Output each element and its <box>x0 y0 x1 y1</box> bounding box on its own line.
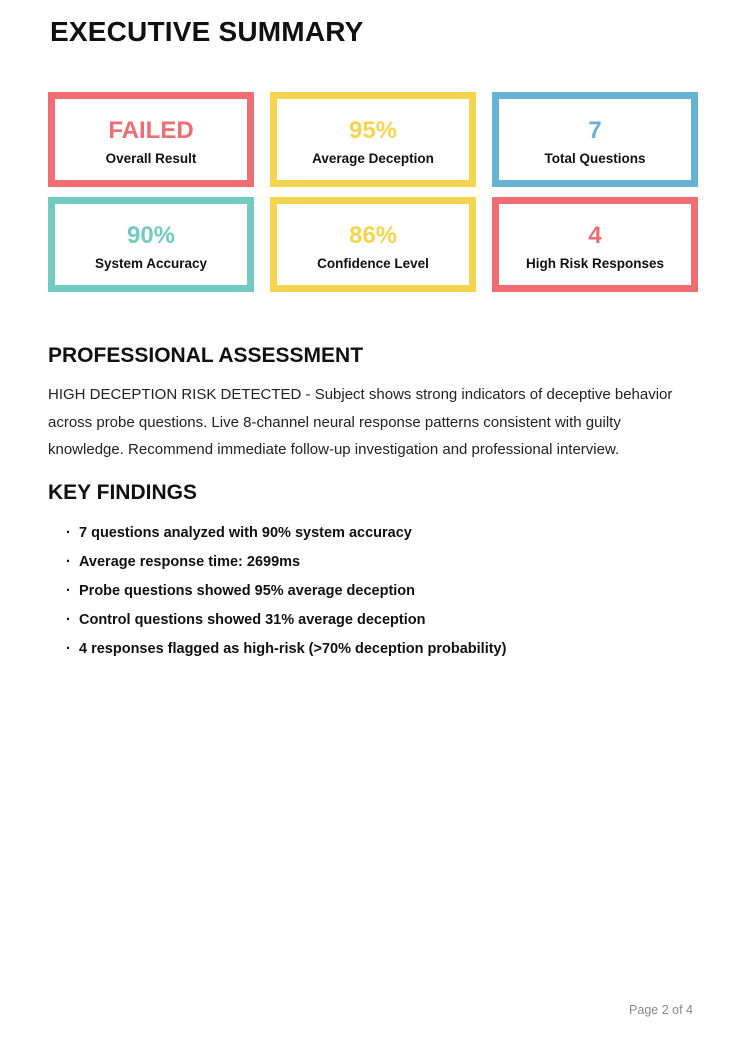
stat-card-system-accuracy <box>48 197 254 292</box>
findings-heading: KEY FINDINGS <box>48 480 197 504</box>
finding-item: · 7 questions analyzed with 90% system accuracy <box>66 524 698 543</box>
stat-label: System Accuracy <box>94 255 208 271</box>
summary-cards-grid <box>48 92 698 292</box>
stat-card-average-deception <box>270 92 476 187</box>
stat-card-overall-result <box>48 92 254 187</box>
page-number: Page 2 of 4 <box>629 1003 693 1017</box>
report-content <box>0 17 743 659</box>
stat-label: Total Questions <box>544 150 646 166</box>
finding-item: · Probe questions showed 95% average deception <box>66 582 698 601</box>
page-title: EXECUTIVE SUMMARY <box>50 16 364 47</box>
finding-item: · Average response time: 2699ms <box>66 553 698 572</box>
finding-item: · Control questions showed 31% average deception <box>66 611 698 630</box>
stat-label: Overall Result <box>105 150 197 166</box>
stat-label: Average Deception <box>312 150 434 166</box>
stat-card-confidence-level <box>270 197 476 292</box>
finding-item: · 4 responses flagged as high-risk (>70% deception probability) <box>66 640 698 659</box>
stat-label: High Risk Responses <box>525 255 665 271</box>
stat-label: Confidence Level <box>317 255 429 271</box>
findings-list <box>66 524 698 659</box>
stat-card-total-questions <box>492 92 698 187</box>
stat-value: FAILED <box>108 116 194 144</box>
stat-value: 7 <box>588 116 602 144</box>
assessment-heading: PROFESSIONAL ASSESSMENT <box>48 344 364 367</box>
stat-value: 90% <box>126 221 176 249</box>
stat-value: 86% <box>348 221 398 249</box>
assessment-body: HIGH DECEPTION RISK DETECTED - Subject shows strong indicators of deceptive behavior across probe questions. Live 8-channel neural response patterns consistent with guilty knowledge. Recommend immediate follow-up investigation and professional interview. <box>48 386 673 458</box>
stat-value: 95% <box>348 116 398 144</box>
stat-card-high-risk-responses <box>492 197 698 292</box>
stat-value: 4 <box>588 221 602 249</box>
